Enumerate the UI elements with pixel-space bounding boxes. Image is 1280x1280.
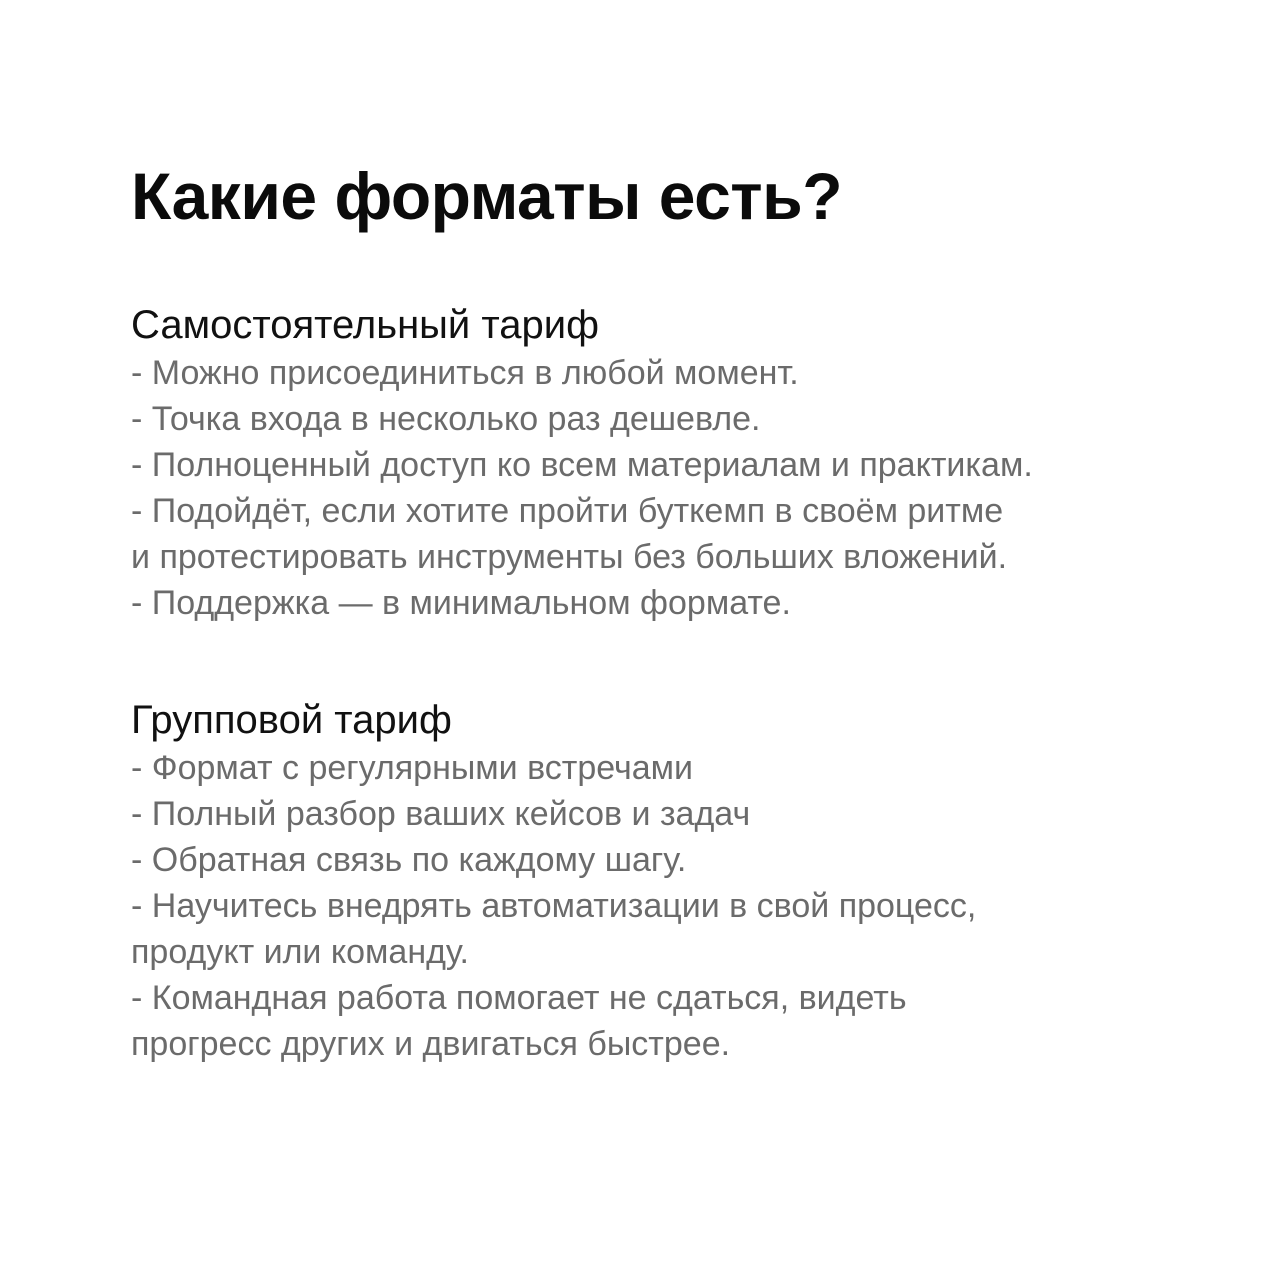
section-heading: Групповой тариф bbox=[131, 698, 452, 742]
list-item: - Командная работа помогает не сдаться, видеть bbox=[131, 979, 907, 1017]
list-item: и протестировать инструменты без больших вложений. bbox=[131, 538, 1008, 576]
self-paced-plan-section bbox=[131, 300, 1261, 626]
section-heading: Самостоятельный тариф bbox=[131, 303, 599, 347]
list-item: - Точка входа в несколько раз дешевле. bbox=[131, 400, 761, 438]
list-item: - Формат с регулярными встречами bbox=[131, 749, 694, 787]
list-item: - Подойдёт, если хотите пройти буткемп в своём ритме bbox=[131, 492, 1004, 530]
group-plan-section bbox=[131, 695, 1261, 1067]
list-item: - Поддержка — в минимальном формате. bbox=[131, 584, 791, 622]
feature-list bbox=[131, 745, 1261, 1067]
list-item: прогресс других и двигаться быстрее. bbox=[131, 1025, 731, 1063]
list-item: - Можно присоединиться в любой момент. bbox=[131, 354, 799, 392]
page-title: Какие форматы есть? bbox=[131, 159, 843, 233]
list-item: - Полноценный доступ ко всем материалам и практикам. bbox=[131, 446, 1033, 484]
feature-list bbox=[131, 350, 1261, 626]
list-item: - Обратная связь по каждому шагу. bbox=[131, 841, 687, 879]
list-item: - Полный разбор ваших кейсов и задач bbox=[131, 795, 751, 833]
list-item: продукт или команду. bbox=[131, 933, 469, 971]
list-item: - Научитесь внедрять автоматизации в свой процесс, bbox=[131, 887, 977, 925]
